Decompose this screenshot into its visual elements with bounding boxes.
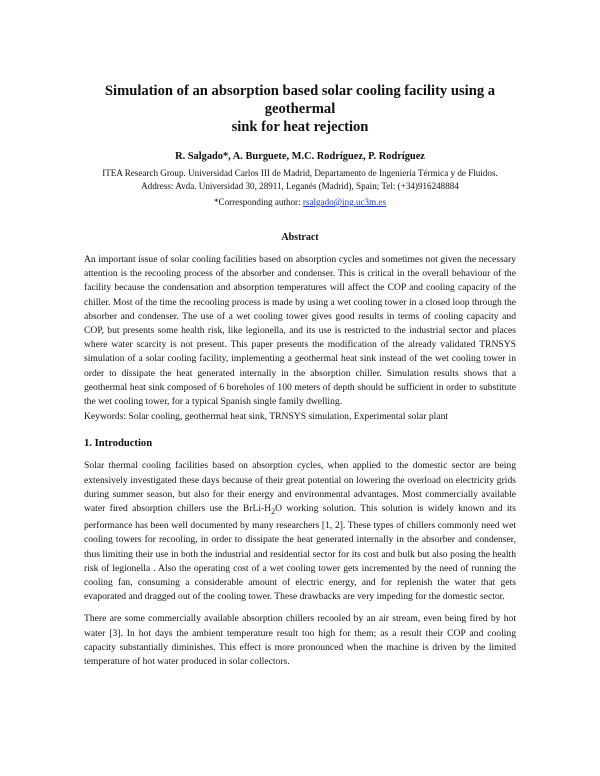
affiliation-line-2: Address: Avda. Universidad 30, 28911, Leganés (Madrid), Spain; Tel: (+34)916248884 [141, 181, 459, 191]
title-line-1: Simulation of an absorption based solar cooling facility using a geothermal [104, 83, 496, 117]
author-list: R. Salgado*, A. Burguete, M.C. Rodríguez, P. Rodríguez [175, 151, 425, 162]
abstract-heading: Abstract [281, 232, 319, 243]
paper-title [84, 0, 516, 136]
section-heading-introduction: 1. Introduction [84, 438, 153, 450]
intro-paragraph-2: There are some commercially available absorption chillers recooled by an air stream, even being fired by hot water [3]. In hot days the ambient temperature result too high for them; as a result their COP and cooling capacity substantially diminishes. This effect is more pronounced when the machine is driven by the limited temperature of hot water produced in solar collectors. [84, 613, 516, 667]
title-line-2: sink for heat rejection [231, 119, 369, 135]
intro-paragraph-1 [84, 459, 516, 604]
corresponding-prefix: *Corresponding author: [213, 197, 303, 207]
keywords: Keywords: Solar cooling, geothermal heat sink, TRNSYS simulation, Experimental solar plant [84, 411, 449, 423]
intro-p1-part-b: O working solution. This solution is widely known and its performance has been well documented by many researchers [1, 2]. These types of chillers commonly need wet cooling towers for recooling, in order to dissipate the heat generated internally in the absorber and condenser, thus limiting their use in both the industrial and residential sector for its cost and bulk but also posing the health risk of legionella . Also the operating cost of a wet cooling tower gets incremented by the need of running the cooling fan, consuming a considerable amount of electric energy, and for replenish the water that gets evaporated and dragged out of the cooling tower. These drawbacks are very impeding for the domestic sector. [84, 503, 517, 603]
abstract-text: An important issue of solar cooling facilities based on absorption cycles and sometimes not given the necessary attention is the recooling process of the absorber and condenser. This is critical in the overall behaviour of the facility because the condensation and absorption temperatures will affect the COP and cooling capacity of the chiller. Most of the time the recooling process is made by using a wet cooling tower in a closed loop through the absorber and condenser. The use of a wet cooling tower gives good results in terms of cooling capacity and COP, but presents some health risk, like legionella, and its use is restricted to the industrial sector and places where water scarcity is not present. This paper presents the modification of the already validated TRNSYS simulation of a solar cooling facility, implementing a geothermal heat sink instead of the wet cooling tower in order to dissipate the heat generated internally in the absorption chiller. Simulation results shows that a geothermal heat sink composed of 6 boreholes of 100 meters of depth should be sufficient in order to substitute the wet cooling tower, for a typical Spanish single family dwelling. [84, 254, 516, 408]
intro-p1-subscript: 2 [271, 506, 276, 516]
affiliation-line-1: ITEA Research Group. Universidad Carlos III de Madrid, Departamento de Ingeniería Térmica y de Fluidos. [102, 168, 498, 178]
intro-p1-part-a: Solar thermal cooling facilities based on absorption cycles, when applied to the domestic sector are being extensively investigated these days because of their great potential on lowering the overload on electricity grids during summer season, but also for their energy and environmental advantages. Most commercially available water fired absorption chillers use the BrLi-H [84, 460, 516, 515]
corresponding-email-link[interactable]: rsalgado@ing.uc3m.es [302, 197, 387, 207]
corresponding-author [84, 196, 516, 209]
affiliation [84, 167, 516, 193]
